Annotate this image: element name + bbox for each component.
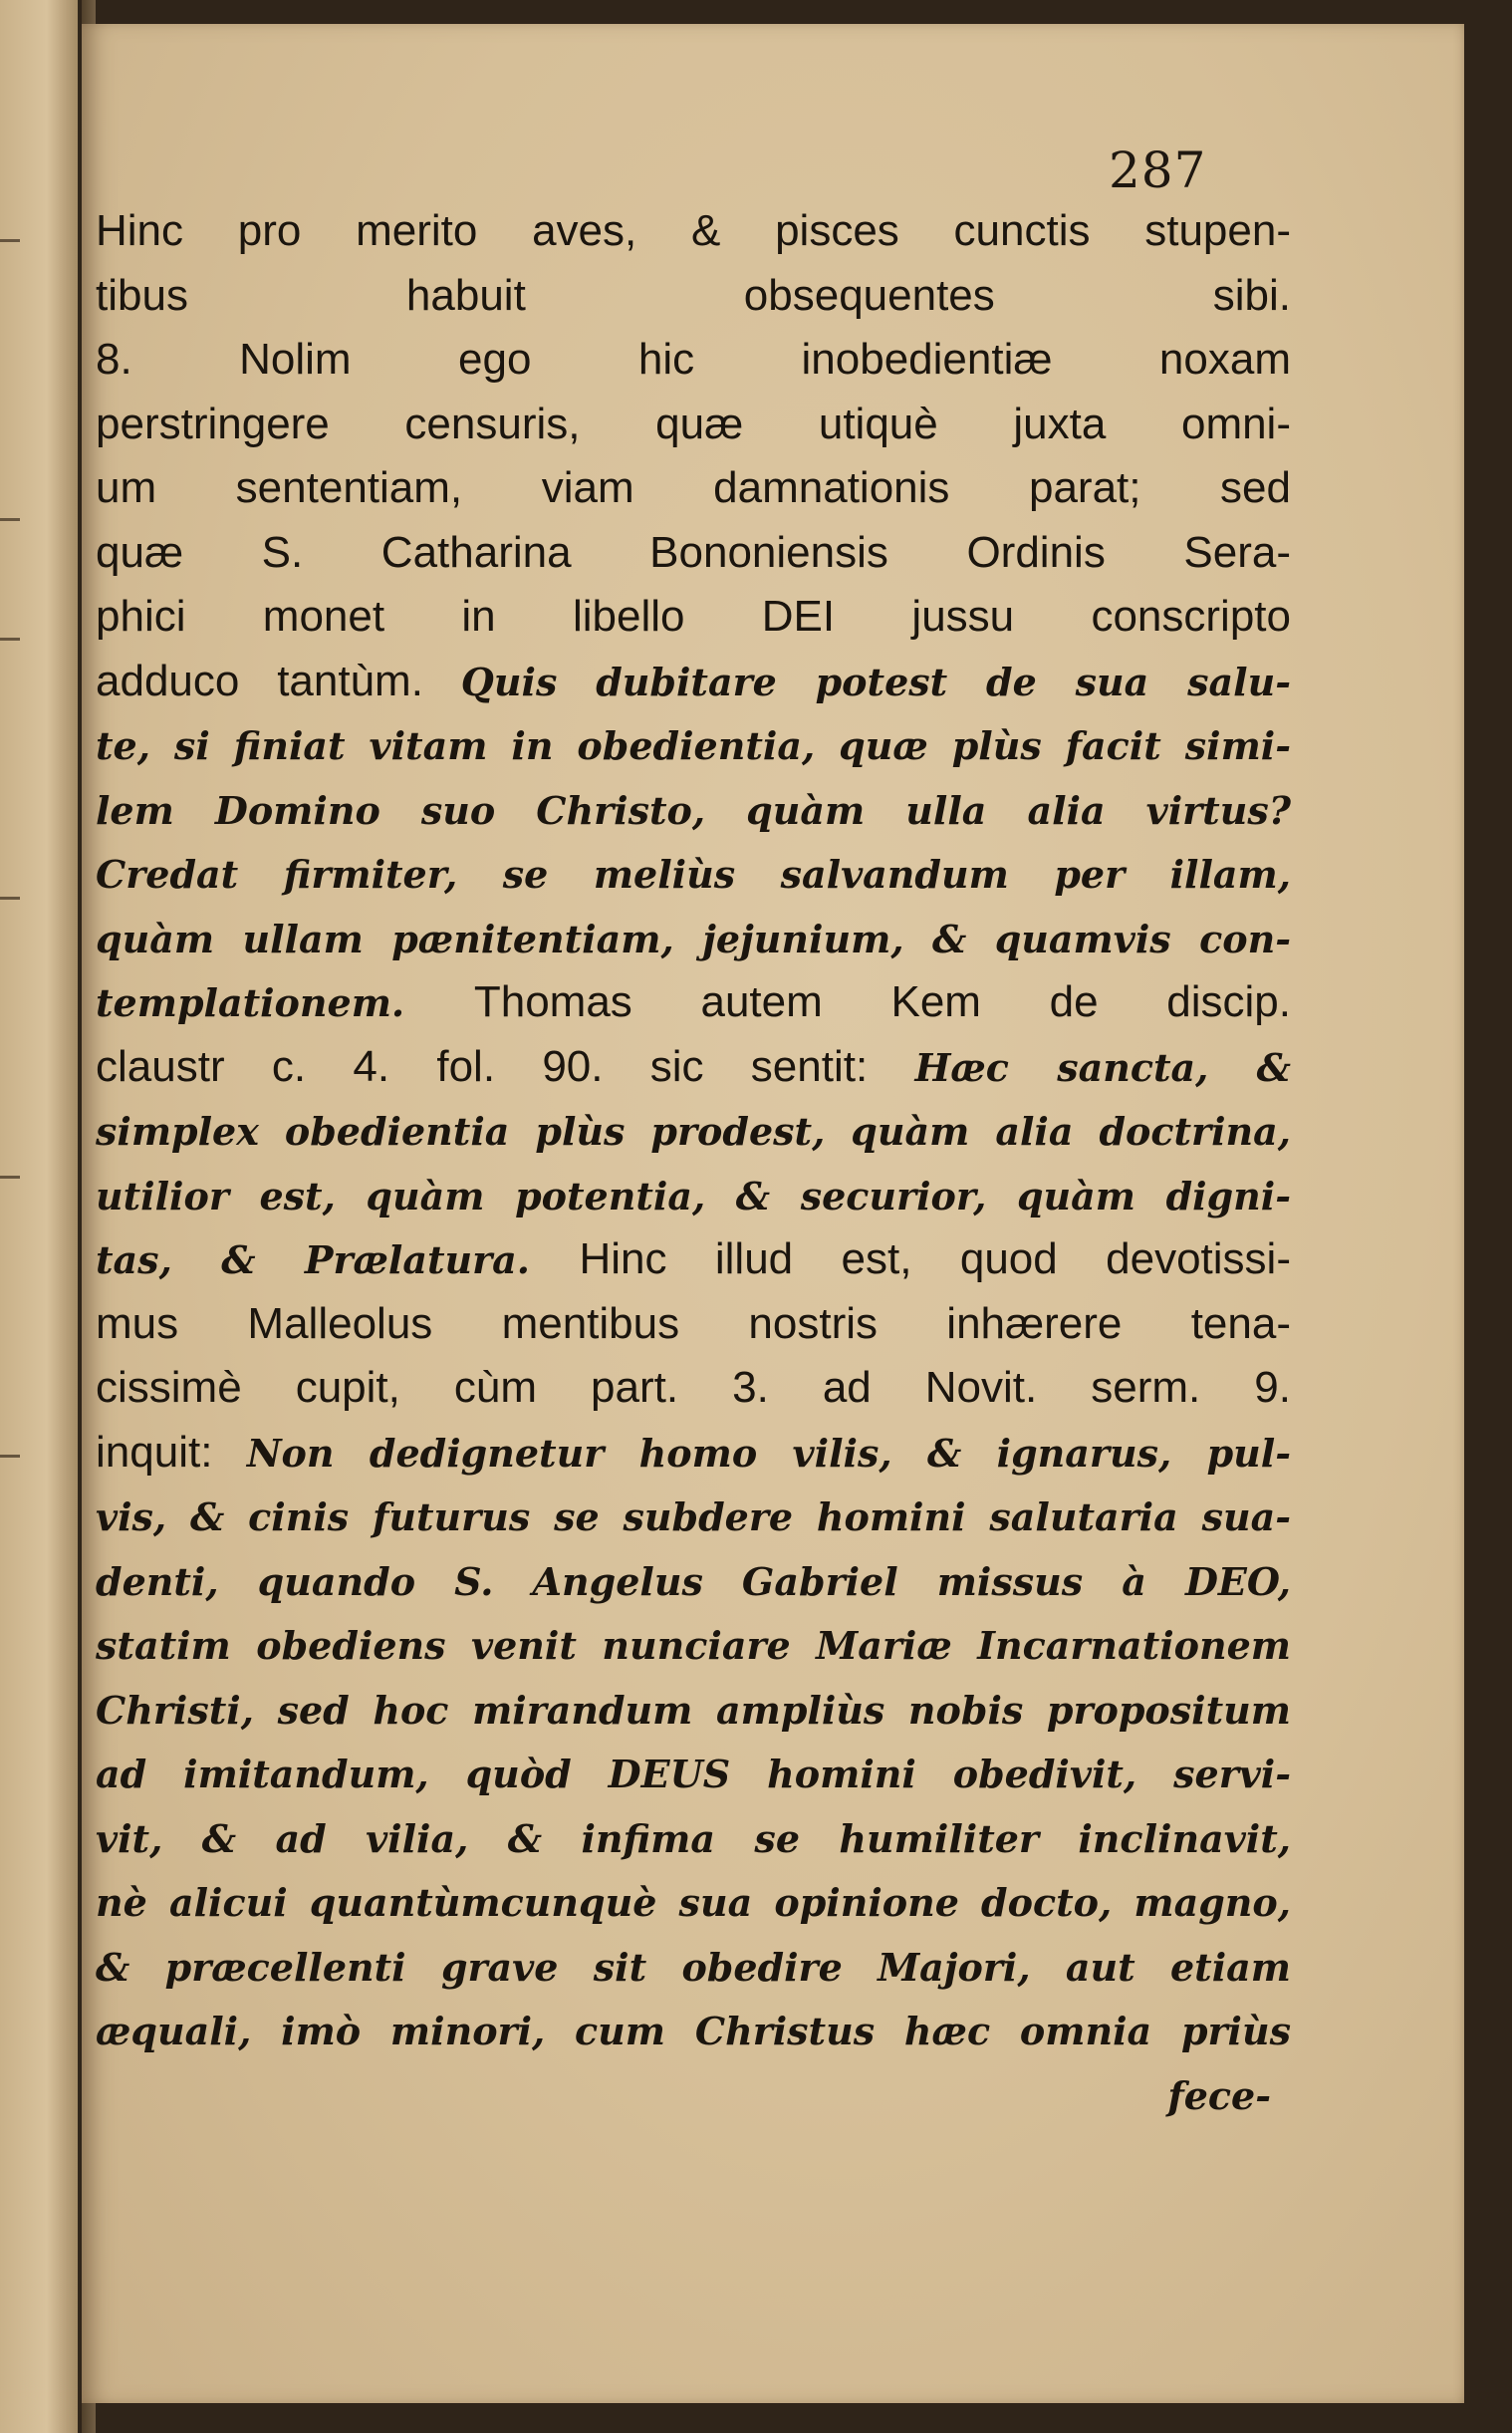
italic-text: utilior est, quàm potentia, & securior, quàm digni- <box>96 1173 1291 1218</box>
text-line <box>96 456 1291 521</box>
text-line <box>96 842 1291 907</box>
roman-text: claustr c. 4. fol. 90. sic sentit: <box>96 1041 915 1091</box>
text-line <box>96 2063 1291 2128</box>
text-line <box>96 1099 1291 1164</box>
text-line <box>96 264 1291 329</box>
text-line <box>96 1227 1291 1292</box>
roman-text: Thomas autem Kem de discip. <box>473 977 1291 1026</box>
text-line <box>96 1035 1291 1100</box>
text-line <box>96 585 1291 650</box>
roman-text: perstringere censuris, quæ utiquè juxta omni- <box>96 399 1291 448</box>
text-line <box>96 521 1291 586</box>
italic-text: Christi, sed hoc mirandum ampliùs nobis propositum <box>96 1687 1291 1733</box>
italic-text: nè alicui quantùmcunquè sua opinione docto, magno, <box>96 1880 1291 1925</box>
italic-text: vit, & ad vilia, & infima se humiliter inclinavit, <box>96 1815 1291 1861</box>
text-line <box>96 1613 1291 1678</box>
text-line <box>96 713 1291 778</box>
text-line <box>96 1164 1291 1228</box>
text-line <box>96 970 1291 1035</box>
text-line <box>96 199 1291 264</box>
roman-text: mus Malleolus mentibus nostris inhærere tena- <box>96 1298 1291 1348</box>
text-line <box>96 1999 1291 2063</box>
text-line <box>96 1806 1291 1871</box>
text-line <box>96 778 1291 843</box>
italic-text: templationem. <box>96 980 474 1025</box>
text-line <box>96 328 1291 393</box>
text-line <box>96 1421 1291 1486</box>
text-line <box>96 1292 1291 1357</box>
italic-text: statim obediens venit nunciare Mariæ Incarnationem <box>96 1623 1291 1668</box>
italic-text: æquali, imò minori, cum Christus hæc omnia priùs <box>96 2009 1291 2053</box>
italic-text: Non dedignetur homo vilis, & ignarus, pul- <box>246 1430 1291 1476</box>
italic-text: quàm ullam pænitentiam, jejunium, & quamvis con- <box>96 916 1291 961</box>
roman-text: phici monet in libello DEI jussu conscripto <box>96 592 1291 641</box>
italic-text: & præcellenti grave sit obedire Majori, aut etiam <box>96 1944 1291 1990</box>
text-line <box>96 393 1291 457</box>
roman-text: adduco tantùm. <box>96 656 461 705</box>
roman-text: Hinc illud est, quod devotissi- <box>579 1234 1291 1283</box>
roman-text: tibus habuit obsequentes sibi. <box>96 270 1291 320</box>
italic-text: ad imitandum, quòd DEUS homini obedivit, servi- <box>96 1752 1291 1796</box>
italic-text: fece- <box>1167 2072 1271 2118</box>
text-block <box>96 199 1291 2127</box>
italic-text: denti, quando S. Angelus Gabriel missus à DEO, <box>96 1558 1291 1604</box>
italic-text: vis, & cinis futurus se subdere homini salutaria sua- <box>96 1494 1291 1539</box>
italic-text: Credat firmiter, se meliùs salvandum per illam, <box>96 852 1291 897</box>
italic-text: simplex obedientia plùs prodest, quàm alia doctrina, <box>96 1109 1291 1154</box>
roman-text: quæ S. Catharina Bononiensis Ordinis Sera- <box>96 527 1291 577</box>
text-line <box>96 1742 1291 1806</box>
text-line <box>96 1485 1291 1549</box>
text-line <box>96 1549 1291 1614</box>
text-line <box>96 907 1291 971</box>
roman-text: um sententiam, viam damnationis parat; sed <box>96 463 1291 512</box>
italic-text: tas, & Prælatura. <box>96 1237 580 1282</box>
page-number: 287 <box>1109 141 1207 199</box>
roman-text: Hinc pro merito aves, & pisces cunctis stupen- <box>96 206 1291 255</box>
text-line <box>96 650 1291 714</box>
text-line <box>96 1870 1291 1935</box>
italic-text: lem Domino suo Christo, quàm ulla alia virtus? <box>96 787 1291 833</box>
roman-text: 8. Nolim ego hic inobedientiæ noxam <box>96 335 1291 384</box>
italic-text: te, si finiat vitam in obedientia, quæ plùs facit simi- <box>96 723 1291 768</box>
text-line <box>96 1678 1291 1743</box>
facing-page-edge <box>0 0 78 2433</box>
roman-text: cissimè cupit, cùm part. 3. ad Novit. serm. 9. <box>96 1363 1291 1412</box>
roman-text: inquit: <box>96 1427 247 1477</box>
italic-text: Quis dubitare potest de sua salu- <box>460 659 1291 704</box>
italic-text: Hæc sancta, & <box>914 1044 1291 1090</box>
text-line <box>96 1935 1291 2000</box>
text-line <box>96 1356 1291 1421</box>
